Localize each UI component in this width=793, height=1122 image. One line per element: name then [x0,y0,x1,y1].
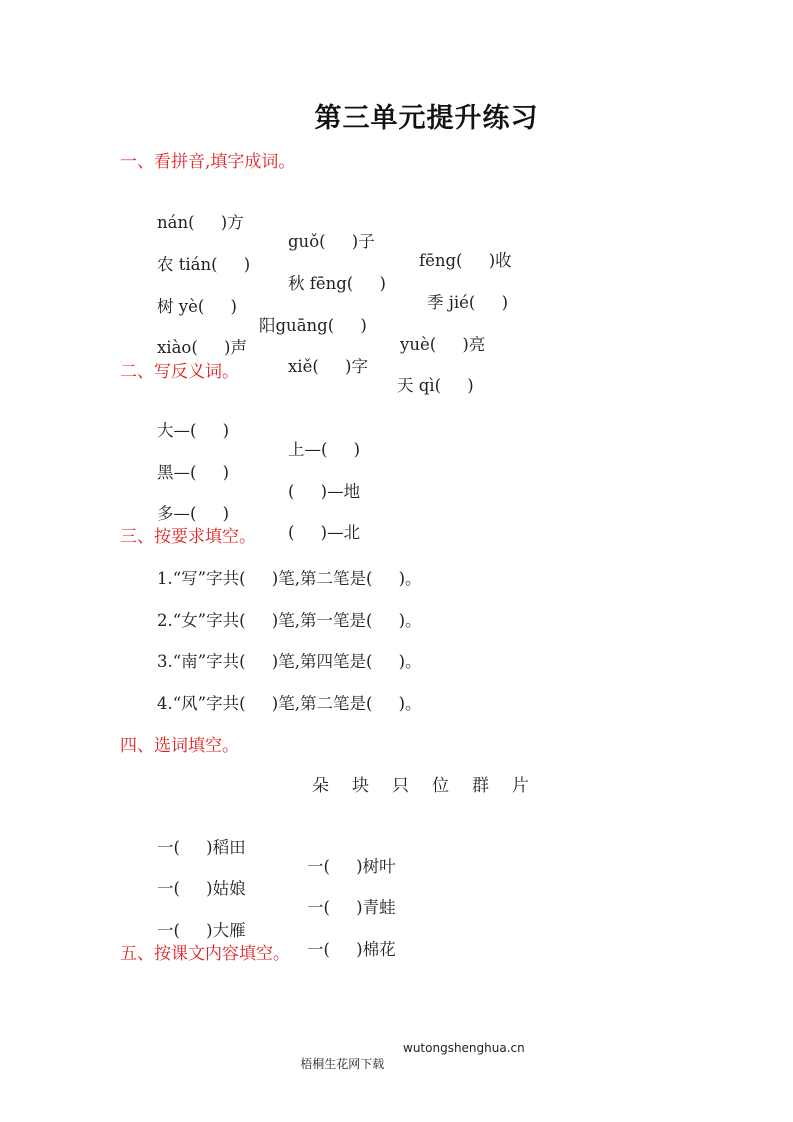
pinyin-item: guǒ( )子 [288,232,375,251]
page-footer [285,1041,525,1100]
pinyin-item: 季 jié( ) [427,293,509,312]
section-2-heading: 二、写反义词。 [120,362,239,382]
measure-word-item: 一( )青蛙 [307,898,396,917]
pinyin-item: 农 tián( ) [157,255,251,274]
choice-word: 朵 [312,776,329,796]
pinyin-item: 树 yè( ) [157,297,237,316]
section-4-heading: 四、选词填空。 [120,736,239,756]
choice-word: 片 [512,776,529,796]
word-choices [312,771,552,796]
choice-word: 位 [432,776,449,796]
section-3-heading: 三、按要求填空。 [120,527,256,547]
antonym-item: ( )—北 [288,523,361,542]
stroke-question-2: 2.“女”字共( )笔,第一笔是( )。 [157,611,422,630]
footer-url[interactable]: wutongshenghua.cn [403,1041,525,1055]
section-1-heading: 一、看拼音,填字成词。 [120,152,296,172]
measure-word-item: 一( )棉花 [307,940,396,959]
pinyin-item: fēng( )收 [419,251,512,270]
footer-site-name: 梧桐生花网下载 [300,1057,385,1071]
page-title: 第三单元提升练习 [314,103,539,134]
measure-word-item: 一( )树叶 [307,857,396,876]
pinyin-item: 阳guāng( ) [259,316,367,335]
measure-word-item: 一( )稻田 [157,838,246,857]
stroke-question-4: 4.“风”字共( )笔,第二笔是( )。 [157,694,422,713]
antonym-item: 黑—( ) [157,463,230,482]
antonym-item: 上—( ) [288,440,361,459]
pinyin-item: xiào( )声 [157,338,247,357]
choice-word: 块 [352,776,369,796]
pinyin-item: nán( )方 [157,213,244,232]
measure-word-item: 一( )大雁 [157,921,246,940]
pinyin-item: yuè( )亮 [400,335,486,354]
pinyin-item: 天 qì( ) [397,376,474,395]
antonym-item: 大—( ) [157,421,230,440]
pinyin-item: 秋 fēng( ) [288,274,386,293]
stroke-question-1: 1.“写”字共( )笔,第二笔是( )。 [157,569,422,588]
choice-word: 只 [392,776,409,796]
measure-word-item: 一( )姑娘 [157,879,246,898]
antonym-item: 多—( ) [157,504,230,523]
choice-word: 群 [472,776,489,796]
stroke-question-3: 3.“南”字共( )笔,第四笔是( )。 [157,652,422,671]
antonym-item: ( )—地 [288,482,361,501]
pinyin-item: xiě( )字 [288,357,368,376]
section-5-heading: 五、按课文内容填空。 [120,944,290,964]
